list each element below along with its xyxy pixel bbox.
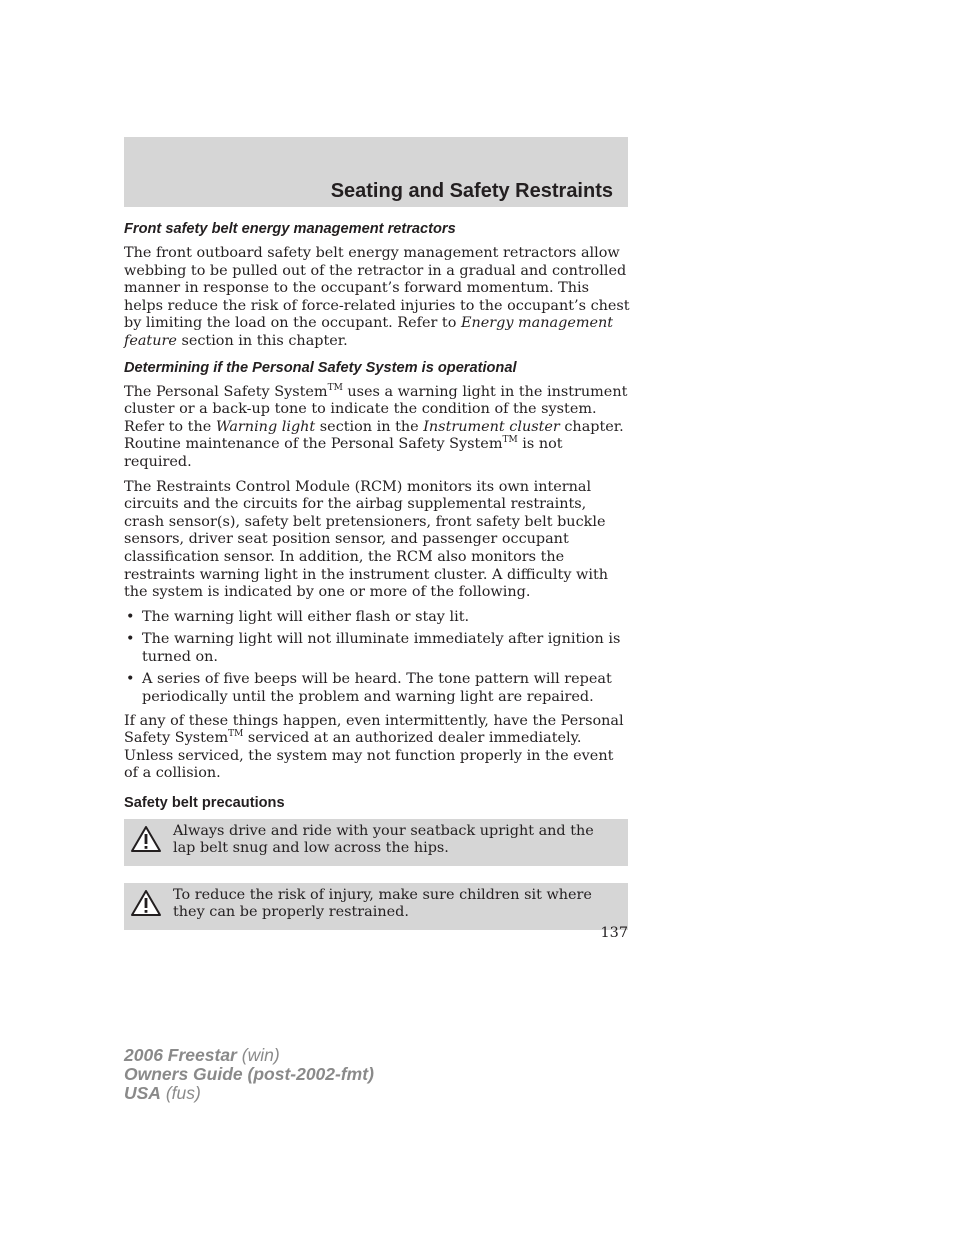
page-content bbox=[124, 219, 630, 947]
warning-triangle-icon bbox=[130, 825, 162, 853]
page-number: 137 bbox=[600, 925, 628, 941]
cross-reference-link: Energy management feature bbox=[124, 315, 614, 349]
warning-text: To reduce the risk of injury, make sure children sit where they can be properly restrained. bbox=[173, 887, 592, 921]
list-item: • The warning light will not illuminate immediately after ignition is turned on. bbox=[126, 631, 621, 665]
cross-reference-warning-light: Warning light bbox=[215, 418, 316, 435]
section-heading-retractors: Front safety belt energy management retractors bbox=[124, 221, 456, 237]
footer-line-guide: Owners Guide (post-2002-fmt) bbox=[124, 1064, 374, 1084]
retractors-paragraph: The front outboard safety belt energy management retractors allow webbing to be pulled out of the retractor in a gradual and controlled manner in response to the occupant’s forward momentum. This helps reduce the risk of force-related injuries to the occupant’s chest by limiting the load on the occupant. Refer to Energy management feature section in this chapter. bbox=[124, 245, 630, 349]
section-heading-pss: Determining if the Personal Safety System is operational bbox=[124, 359, 517, 376]
trademark-mark: TM bbox=[502, 435, 518, 446]
bullet-icon: • bbox=[126, 608, 135, 625]
pss-paragraph-1: The Personal Safety System™ uses a warning light in the instrument cluster or a back-up tone to indicate the condition of the system. Refer to the Warning light section in the Instrument cluster chapter. Routine maintenance of the Personal Safety System™ is not required. bbox=[124, 382, 628, 470]
cross-reference-instrument-cluster: Instrument cluster bbox=[423, 418, 560, 435]
chapter-title: Seating and Safety Restraints bbox=[330, 180, 613, 202]
warning-box bbox=[124, 819, 628, 866]
bullet-icon: • bbox=[126, 671, 135, 688]
pss-paragraph-3: If any of these things happen, even intermittently, have the Personal Safety System™ serviced at an authorized dealer immediately. Unless serviced, the system may not function properly in the event of a collision. bbox=[124, 712, 624, 782]
warning-triangle-icon bbox=[130, 889, 162, 917]
list-item: • The warning light will either flash or stay lit. bbox=[126, 608, 470, 625]
chapter-header-band bbox=[124, 137, 628, 207]
warning-text: Always drive and ride with your seatback upright and the lap belt snug and low across the hips. bbox=[173, 823, 594, 857]
footer-line-market: USA (fus) bbox=[124, 1083, 201, 1103]
footer-line-model: 2006 Freestar (win) bbox=[124, 1045, 280, 1065]
symptom-list bbox=[124, 609, 630, 707]
list-item: • A series of five beeps will be heard. The tone pattern will repeat periodically until the problem and warning light are repaired. bbox=[126, 671, 612, 706]
document-footer bbox=[124, 1046, 374, 1103]
section-heading-precautions: Safety belt precautions bbox=[124, 795, 285, 812]
pss-paragraph-2: The Restraints Control Module (RCM) monitors its own internal circuits and the circuits for the airbag supplemental restraints, crash sensor(s), safety belt pretensioners, front safety belt buckle sensors, driver seat position sensor, and passenger occupant classification sensor. In addition, the RCM also monitors the restraints warning light in the instrument cluster. A difficulty with the system is indicated by one or more of the following. bbox=[124, 478, 608, 601]
warning-box bbox=[124, 883, 628, 930]
trademark-mark: TM bbox=[327, 382, 343, 393]
bullet-icon: • bbox=[126, 631, 135, 648]
trademark-mark: TM bbox=[228, 729, 244, 740]
